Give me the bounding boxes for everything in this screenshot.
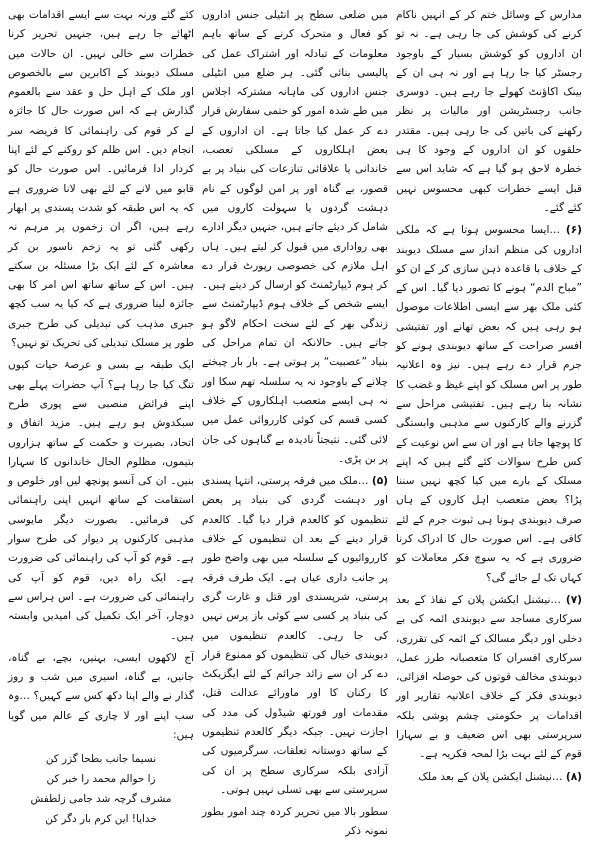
verse-line: زا حوالم محمد را خبر کن <box>46 773 156 786</box>
item-text: …ایسا محسوس ہوتا ہے کہ ملکی اداروں کی منظم انداز سے مسلک دیوبند کے خلاف با قاعدہ ذہن سازی کر کے ان کو ”مباح الدم“ ہونے کا تصور دیا گیا۔ اس کے کئی ملک بھر سے ایسی اطلاعات موصول ہو رہی ہیں کہ بعض تھانے اور تفتیشی افسر صراحت کے ساتھ دیوبندی ہونے کو جرم قرار دے رہے ہیں۔ نیز وہ اعلانیہ طور پر اس مسلک کو اپنے غیظ و غضب کا نشانہ بنا رہے ہیں۔ تفتیشی مراحل سے گزرنے والے کارکنوں سے مذہبی وابستگی کا پوچھا جاتا ہے اور ان سے اس نوعیت کے کس طرح سوالات کئے گئے ہیں کہ اپنے مسلک کے بارے میں کیا کچھ نہیں سننا پڑا؟ بعض متعصب اہل کاروں کے ہاں صرف دیوبندی ہونا ہی ثبوت جرم کے لئے کافی ہے۔ اس صورت حال کا ادراک کرنا ضروری ہے کہ یہ سوچ فکر معاملات کو کہاں تک لے جائے گی؟ <box>396 224 582 584</box>
column-left <box>8 6 194 826</box>
numbered-paragraph <box>396 768 582 787</box>
verse-line: خدایا! این کرم بار دگر کن <box>45 813 157 826</box>
item-text: …ملک میں فرقہ پرستی، انتہا پسندی اور دہشت گردی کی بنیاد پر بعض تنظیموں کو کالعدم قرار دیا گیا۔ کالعدم قرار دینے کے بعد ان تنظیموں کے خلاف کارروائیوں کے سلسلہ میں بھی واضح طور پر جانب داری عیاں ہے۔ ایک طرف فرقہ پرستی، شرپسندی اور قتل و غارت گری کی بنیاد پر کسی سے کوئی باز پرس نہیں کی جا رہی۔ کالعدم تنظیموں میں دیوبندی خیال کی تنظیموں کو ممنوع قرار دے کر ان سے زائد جرائم کے لئے ایگزیکٹ کا رکنان کا اور ماورائے عدالت قتل، مقدمات اور فورتھ شیڈول کی مدد کی اجازت نہیں۔ جبکہ دیگر کالعدم تنظیموں کے ساتھ دوستانہ تعلقات، سرگرمیوں کی آزادی بلکہ سرکاری سطح پر ان کی سرپرستی سے بھی تسلی نہیں ہوتی۔ <box>202 475 388 796</box>
item-number: (۶) <box>565 224 582 237</box>
item-number: (۵) <box>371 475 388 488</box>
paragraph: میں ضلعی سطح پر انٹیلی جنس اداروں کو فعال و متحرک کرنے کے ساتھ باہم معلومات کے تبادلہ اور اشتراک عمل کی پالیسی بنائی گئی۔ ہر ضلع میں انٹیلی جنس اداروں کی ماہانہ مشترکہ اجلاس میں طے شدہ امور کو حتمی سفارش قرار دے کر عمل کیا جاتا ہے۔ ان اداروں کے بعض اہلکاروں کے مسلکی تعصب، خاندانی یا علاقائی تنازعات کی بنیاد پر بے قصور، بے گناہ اور پر امن لوگوں کے نام دہشت گردوں یا سہولت کاروں میں شامل کر دیئے جاتے ہیں، جنہیں دیگر ادارے بھی رواداری میں قبول کر لیتے ہیں۔ ہاں اہل ملازم کی خصوصی رپورٹ قرار دے کر ہوم ڈیپارٹمنٹ کو ارسال کر دیتے ہیں۔ ایسے شخص کے خلاف ہوم ڈیپارٹمنٹ سے زندگی بھر کے لئے سخت احکام لاگو ہو جاتے ہیں۔ حالانکہ ان تمام مراحل کی بنیاد ”عصبیت“ پر ہوتی ہے۔ بار بار چیختے چلانے کے باوجود نہ یہ سلسلہ تھم سکا اور نہ ہی ایسے متعصب اہلکاروں کے خلاف کسی قسم کی کوئی کارروائی عمل میں لائی گئی۔ نتیجتاً نادیدہ بے گناہوں کی جان پر بن پڑی۔ <box>202 9 388 465</box>
item-number: (۸) <box>565 770 582 783</box>
item-text: …نیشنل ایکشن پلان کے بعد ملک <box>418 770 563 783</box>
paragraph: مدارس کے وسائل ختم کر کے انہیں ناکام کرنے کی کوشش کی جا رہی ہے۔ نہ تو ان اداروں کو کوشش بسیار کے باوجود رجسٹر کیا جا رہا ہے اور نہ ہی ان کے بینک اکاؤنٹ کھولے جا رہے ہیں۔ دوسری جانب رجسٹریشن اور مالیات پر نظر رکھنے کی باتیں کی جا رہی ہیں۔ مقتدر حلقوں کو ان اداروں کے وجود کا ہی خطرہ لاحق ہو گیا ہے کہ شاید اس سے قبل ایسے خطرات کبھی محسوس نہیں کئے گئے۔ <box>396 9 582 214</box>
paragraph: آج لاکھوں ایسی، بہنیں، بچے، بے گناہ، جانیں، بے گناہ، اسیری میں شب و روز گذار نے والے اپنا دکھ کس سے کہیں؟ …وہ سب اپنے اور لا چاری کے عالم میں گویا ہیں: <box>8 651 194 741</box>
item-text: …نیشنل ایکشن پلان کے نفاذ کے بعد سرکاری مساجد سے دیوبندی ائمہ کی بے دخلی اور دیگر مسالک کے ائمہ کی تقرری، سرکاری افسران کا متعصبانہ طرز عمل، دیوبندی مخالف قوتوں کی حوصلہ افزائی، دیوبندی فکر کے خلاف اعلانیہ تقاریر اور اقدامات پر حکومتی چشم پوشی بلکہ سرپرستی بھی اس ضعیف و بے سہارا قوم کے لئے بہت بڑا لمحہ فکریہ ہے۔ <box>396 593 582 761</box>
numbered-paragraph <box>202 472 388 800</box>
text-columns <box>6 6 582 838</box>
numbered-paragraph <box>396 591 582 765</box>
verse-line: نسیما جانب بطحا گزر کن <box>45 753 157 766</box>
column-right <box>396 6 582 783</box>
column-middle <box>202 6 388 838</box>
paragraph: سطور بالا میں تحریر کردہ چند امور بطور نمونہ ذکر <box>202 806 388 838</box>
persian-verse <box>8 749 194 829</box>
verse-line: مشرف گرچہ شد جامی زلطفش <box>30 793 172 806</box>
numbered-paragraph <box>396 221 582 588</box>
item-number: (۷) <box>565 593 582 606</box>
paragraph: ایک طبقہ بے بسی و عرصۂ حیات کیوں تنگ کیا جا رہا ہے؟ آپ حضرات پہلے بھی اپنے فرائض منصبی سے پوری طرح سبکدوش ہو رہے ہیں۔ مزید اتفاق و اتحاد، بصیرت و حکمت کے ساتھ ہزاروں بتیموں، مظلوم الحال خاندانوں کا سہارا بنیں۔ ان کی آنسو پونچھ لیں اور خلوص و استقامت کے ساتھ انہیں اپنی راہنمائی کی فرمائیں۔ بصورت دیگر مایوسی مذہبی کارکنوں پر دیوار کی طرح سوار ہے۔ قوم کو آپ کی راہنمائی کی ضرورت ہے۔ ایک راہ دیں، قوم کو آپ کی راہنمائی کی ضرورت ہے۔ اس ہراس سے دوچار، آخر ایک تکمیل کی امیدیں وابستہ ہیں۔ <box>8 359 194 642</box>
paragraph: کئے گئے ورنہ بہت سے ایسے اقدامات بھی اٹھائے جا رہے ہیں، جنہیں تحریر کرنا خطرات سے خالی نہیں۔ ان حالات میں مسلک دیوبند کے اکابرین سے بالخصوص اور ملک کے اہل حل و عقد سے بالعموم گذارش ہے کہ اس صورت حال کا جائزہ لے کر قوم کی راہنمائی کا فریضہ سر انجام دیں۔ اس ظلم کو روکنے کے لئے اپنا کردار ادا فرمائیں۔ اس صورت حال کو قابو میں لانے کے لئے بھی لانا ضروری ہے کہ یہ اس طبقہ کو شدت پسندی پر ابھار رہے ہیں، اگر ان زخموں پر مرہم نہ رکھی گئی تو یہ زخم ناسور بن کر معاشرہ کے لئے ایک بڑا مسئلہ بن سکتے ہیں۔ اس کے ساتھ ساتھ اس امر کا بھی جائزہ لینا ضروری ہے کہ کیا یہ سب کچھ جبری مذہب کی تبدیلی کی طرح جبری طور پر مسلک تبدیلی کی تحریک تو نہیں؟ <box>8 9 194 350</box>
